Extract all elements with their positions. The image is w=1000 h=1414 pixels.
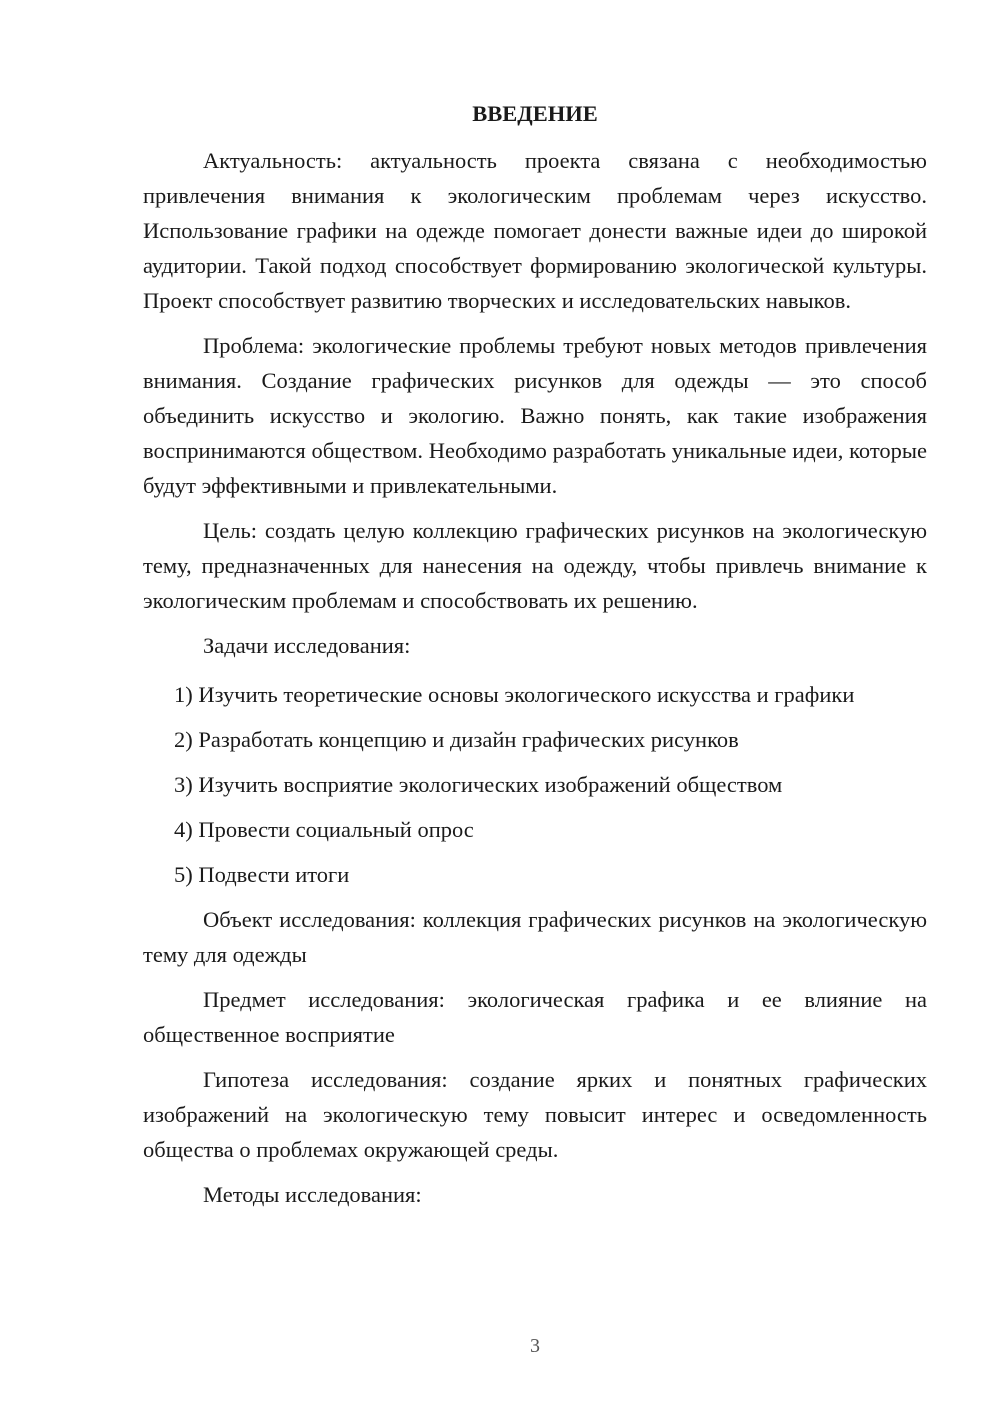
page-number: 3 bbox=[530, 1335, 540, 1357]
task-item: 2) Разработать концепцию и дизайн графических рисунков bbox=[174, 727, 739, 752]
object-paragraph: Объект исследования: коллекция графических рисунков на экологическую тему для одежды bbox=[143, 907, 927, 967]
subject-paragraph: Предмет исследования: экологическая графика и ее влияние на общественное восприятие bbox=[143, 987, 927, 1047]
task-item: 1) Изучить теоретические основы экологического искусства и графики bbox=[174, 682, 855, 707]
task-item: 5) Подвести итоги bbox=[174, 862, 350, 887]
task-item: 4) Провести социальный опрос bbox=[174, 817, 474, 842]
problem-paragraph: Проблема: экологические проблемы требуют новых методов привлечения внимания. Создание графических рисунков для одежды — это способ объединить искусство и экологию. Важно понять, как такие изображения воспринимаются обществом. Необходимо разработать уникальные идеи, которые будут эффективными и привлекательными. bbox=[143, 333, 927, 498]
hypothesis-paragraph: Гипотеза исследования: создание ярких и понятных графических изображений на экологическую тему повысит интерес и осведомленность общества о проблемах окружающей среды. bbox=[143, 1067, 927, 1162]
tasks-heading: Задачи исследования: bbox=[203, 633, 411, 658]
page-title: ВВЕДЕНИЕ bbox=[472, 101, 598, 126]
relevance-paragraph: Актуальность: актуальность проекта связана с необходимостью привлечения внимания к экологическим проблемам через искусство. Использование графики на одежде помогает донести важные идеи до широкой аудитории. Такой подход способствует формированию экологической культуры. Проект способствует развитию творческих и исследовательских навыков. bbox=[143, 148, 927, 313]
methods-heading: Методы исследования: bbox=[203, 1182, 422, 1207]
task-item: 3) Изучить восприятие экологических изображений обществом bbox=[174, 772, 783, 797]
goal-paragraph: Цель: создать целую коллекцию графических рисунков на экологическую тему, предназначенных для нанесения на одежду, чтобы привлечь внимание к экологическим проблемам и способствовать их решению. bbox=[143, 518, 927, 613]
document-body bbox=[143, 96, 927, 1226]
